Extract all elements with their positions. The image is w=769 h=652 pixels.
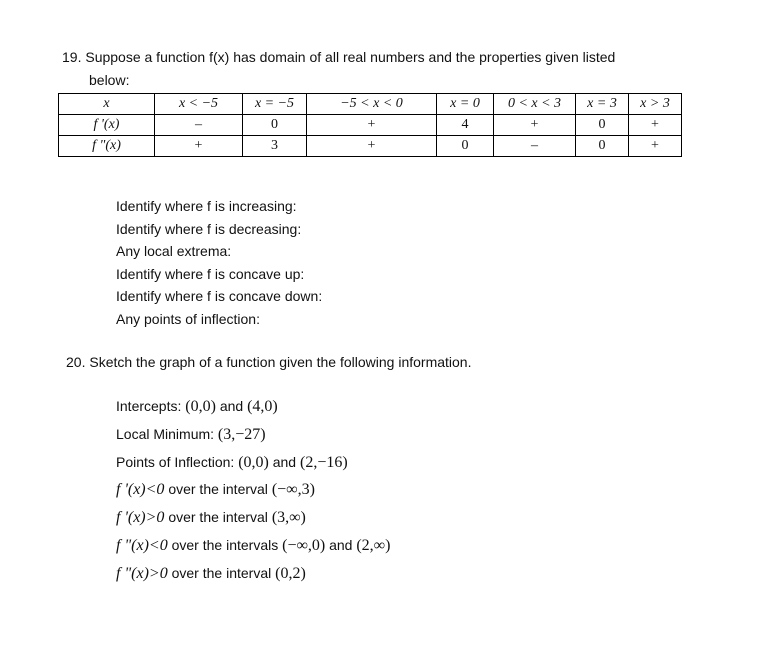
table-cell: – — [494, 136, 576, 157]
condition-interval: (−∞,3) — [271, 481, 315, 499]
header-col: x > 3 — [629, 94, 682, 115]
row-label: f '(x) — [59, 115, 155, 136]
intercept-1: (0,0) — [185, 398, 216, 415]
table-cell: + — [494, 115, 576, 136]
table-cell: + — [155, 136, 243, 157]
header-col: x = 3 — [576, 94, 629, 115]
problem-20-title: 20. Sketch the graph of a function given the following information. — [66, 354, 472, 370]
condition-line — [116, 476, 390, 504]
table-header-row — [59, 94, 682, 115]
table-row — [59, 136, 682, 157]
prompt-concave-down: Identify where f is concave down: — [116, 288, 323, 304]
condition-interval: (0,2) — [275, 564, 306, 582]
condition-line — [116, 504, 390, 532]
condition-interval: (−∞,0) — [282, 536, 326, 554]
local-min-value: (3,−27) — [217, 425, 266, 443]
condition-line — [116, 532, 390, 560]
table-cell: 0 — [576, 115, 629, 136]
header-col: x = −5 — [243, 94, 307, 115]
condition-expr: f "(x)>0 — [116, 564, 168, 582]
table-cell: – — [155, 115, 243, 136]
prompt-concave-up: Identify where f is concave up: — [116, 265, 305, 282]
condition-expr: f '(x)<0 — [116, 481, 165, 499]
condition-text: over the interval — [168, 481, 268, 498]
condition-and: and — [329, 536, 353, 553]
table-cell: + — [629, 115, 682, 136]
table-cell: 3 — [243, 136, 307, 157]
table-cell: 0 — [576, 136, 629, 157]
condition-text: over the interval — [171, 564, 272, 581]
condition-expr: f '(x)>0 — [116, 509, 165, 527]
table-cell: 0 — [243, 115, 307, 136]
table-row — [59, 115, 682, 136]
table-cell: 0 — [437, 136, 494, 157]
prompt-local-extrema: Any local extrema: — [116, 243, 232, 259]
local-min-label: Local Minimum: — [116, 425, 215, 442]
condition-line — [116, 560, 390, 588]
inflection-line — [116, 449, 390, 477]
local-min-line — [116, 421, 390, 449]
row-label: f "(x) — [59, 136, 155, 157]
problem-19-text-line2: below: — [89, 72, 130, 88]
prompt-decreasing: Identify where f is decreasing: — [116, 220, 302, 237]
header-col: x = 0 — [437, 94, 494, 115]
table-cell: + — [307, 136, 437, 157]
prompt-list — [116, 195, 322, 330]
intercepts-line — [116, 393, 390, 421]
header-col: 0 < x < 3 — [494, 94, 576, 115]
condition-interval: (3,∞) — [271, 509, 306, 527]
condition-expr: f "(x)<0 — [116, 536, 168, 554]
problem-20-info — [116, 393, 390, 588]
prompt-increasing: Identify where f is increasing: — [116, 198, 297, 214]
prompt-inflection: Any points of inflection: — [116, 310, 260, 327]
and-word: and — [272, 453, 297, 470]
inflection-label: Points of Inflection: — [116, 453, 235, 470]
condition-interval-2: (2,∞) — [356, 536, 391, 554]
inflection-2: (2,−16) — [299, 453, 348, 471]
problem-19-text-line1: 19. Suppose a function f(x) has domain of all real numbers and the properties given listed — [62, 49, 616, 65]
header-x: x — [59, 94, 155, 115]
condition-text: over the intervals — [171, 536, 279, 553]
properties-table — [58, 93, 682, 157]
table-cell: 4 — [437, 115, 494, 136]
table-cell: + — [307, 115, 437, 136]
condition-text: over the interval — [168, 509, 268, 526]
intercepts-label: Intercepts: — [116, 398, 182, 414]
header-col: x < −5 — [155, 94, 243, 115]
and-word: and — [219, 398, 244, 414]
intercept-2: (4,0) — [247, 398, 278, 415]
inflection-1: (0,0) — [238, 453, 269, 471]
table-cell: + — [629, 136, 682, 157]
header-col: −5 < x < 0 — [307, 94, 437, 115]
